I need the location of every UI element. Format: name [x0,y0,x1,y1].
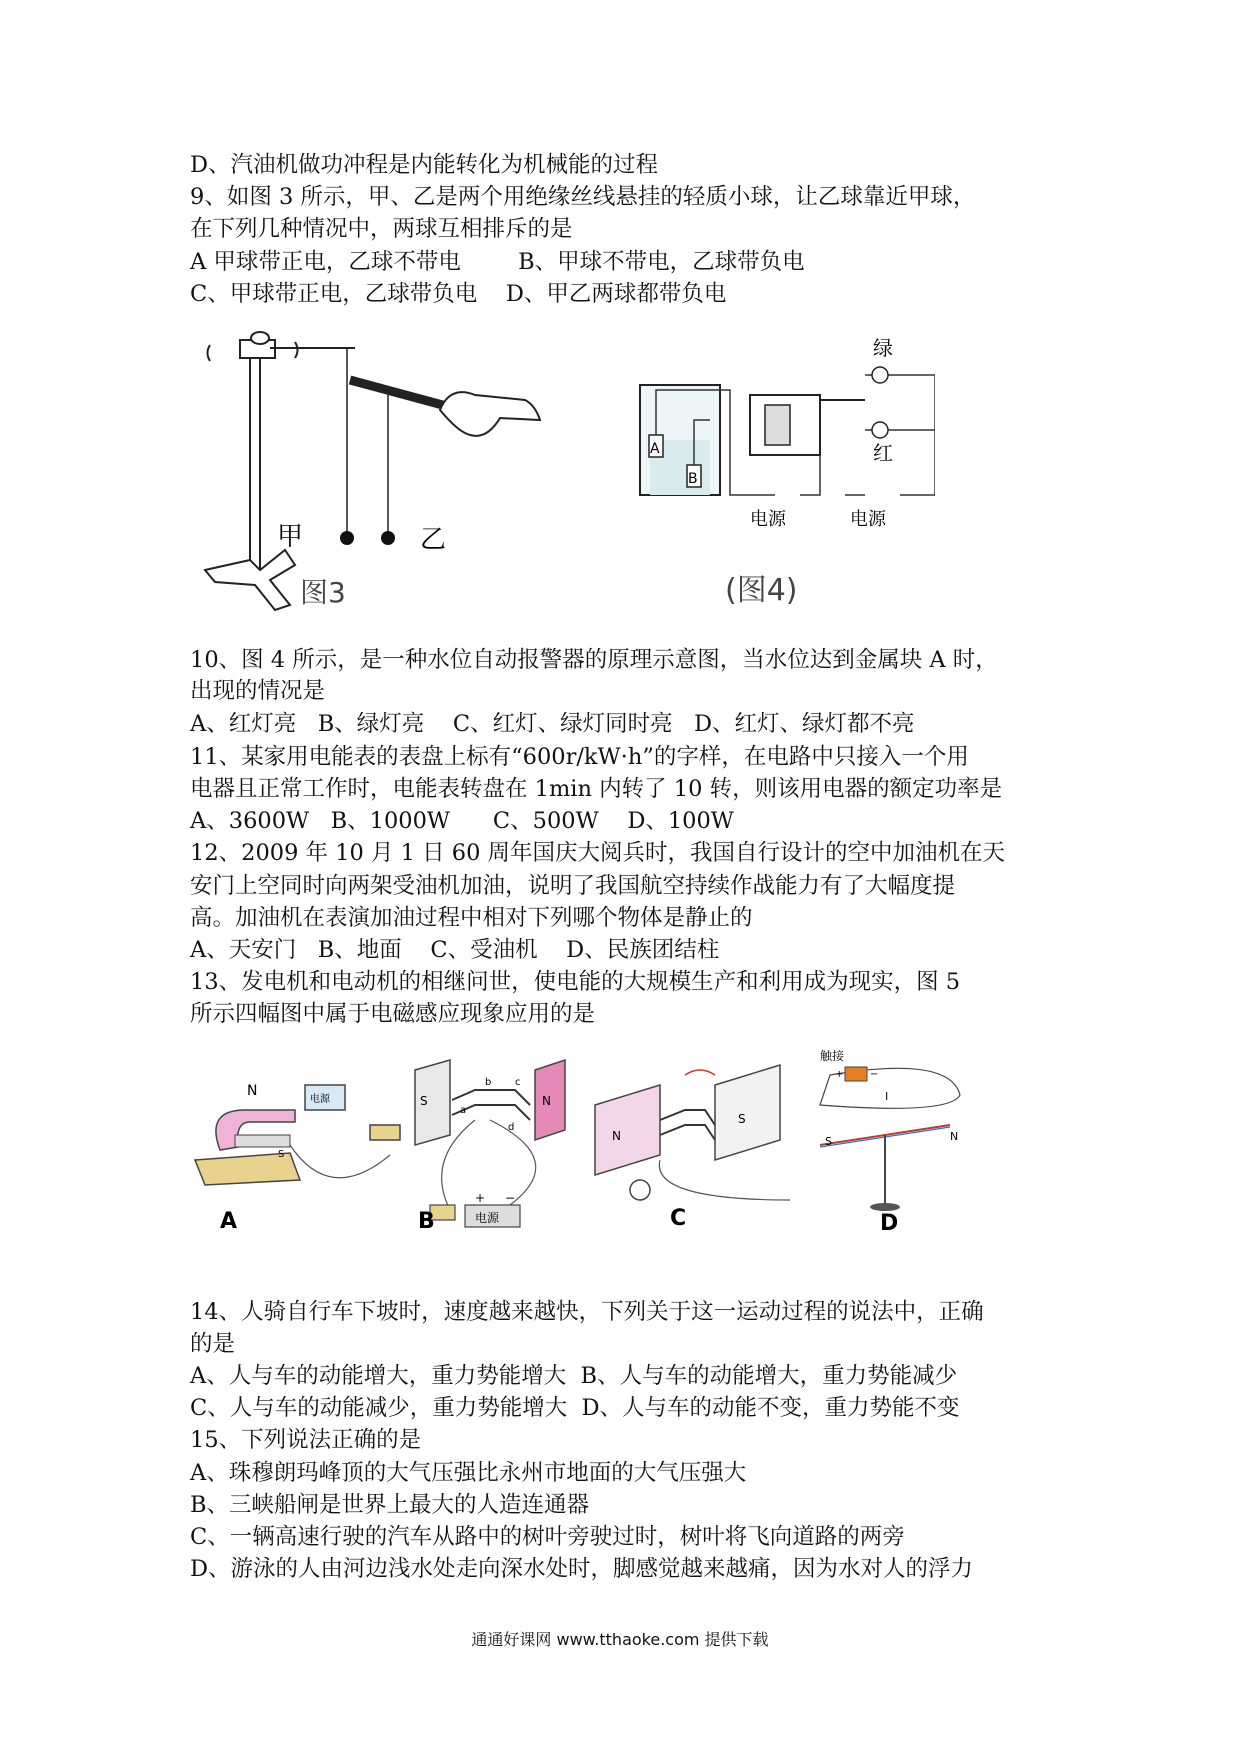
b-minus-label: − [505,1191,516,1205]
c-s-label: S [738,1112,746,1126]
q14-options-line1: A、人与车的动能增大，重力势能增大 B、人与车的动能增大，重力势能减少 [190,1363,958,1389]
q13-stem-line1: 13、发电机和电动机的相继问世，使电能的大规模生产和利用成为现实，图 5 [190,969,961,995]
figure-4-water-alarm [635,335,935,625]
a-s-label: S [278,1149,285,1160]
battery-icon [845,1067,867,1081]
b-b-label: b [485,1077,492,1088]
q13-stem-line2: 所示四幅图中属于电磁感应现象应用的是 [190,1001,596,1027]
d-minus-label: − [870,1069,879,1080]
panel-c [595,1065,790,1231]
electrode-b-label: B [688,471,698,487]
label-jia: 甲 [277,522,304,552]
panel-d [820,1048,960,1236]
q11-options: A、3600W B、1000W C、500W D、100W [190,808,734,834]
red-lamp [872,422,888,438]
q8-option-d: D、汽油机做功冲程是内能转化为机械能的过程 [190,152,659,178]
q10-options: A、红灯亮 B、绿灯亮 C、红灯、绿灯同时亮 D、红灯、绿灯都不亮 [190,711,915,737]
green-lamp-label: 绿 [873,336,893,360]
power-label-1: 电源 [750,509,786,530]
figure-4-caption: (图4) [725,573,798,608]
b-d-label: d [508,1122,515,1133]
q14-stem-line1: 14、人骑自行车下坡时，速度越来越快，下列关于这一运动过程的说法中，正确 [190,1299,984,1325]
d-touch-label: 触接 [820,1049,845,1063]
hand-icon [440,392,540,436]
power-label-2: 电源 [850,509,886,530]
b-power-label: 电源 [475,1211,500,1225]
b-c-label: c [515,1077,521,1088]
a-power-label: 电源 [310,1094,330,1105]
d-s-label: S [825,1135,832,1148]
panel-a [195,1083,400,1234]
b-plus-label: + [475,1191,486,1205]
q11-stem-line1: 11、某家用电能表的表盘上标有“600r/kW·h”的字样，在电路中只接入一个用 [190,744,969,770]
glass-rod [350,380,450,407]
q9-options-line1: A 甲球带正电，乙球不带电 B、甲球不带电，乙球带负电 [190,249,805,275]
q15-option-a: A、珠穆朗玛峰顶的大气压强比永州市地面的大气压强大 [190,1460,747,1486]
panel-a-label: A [220,1209,238,1234]
q9-options-line2: C、甲球带正电，乙球带负电 D、甲乙两球都带负电 [190,281,727,307]
q9-stem-line2: 在下列几种情况中，两球互相排斥的是 [190,216,573,242]
ball-yi [381,531,395,545]
q11-stem-line2: 电器且正常工作时，电能表转盘在 1min 内转了 10 转，则该用电器的额定功率是 [190,776,1003,802]
electrode-a-label: A [650,441,660,457]
panel-c-label: C [670,1206,687,1231]
page-footer: 通通好课网 www.tthaoke.com 提供下载 [471,1630,769,1649]
a-n-label: N [247,1083,258,1099]
d-n-label: N [950,1130,959,1143]
q12-options: A、天安门 B、地面 C、受油机 D、民族团结柱 [190,937,720,963]
panel-d-label: D [880,1211,899,1236]
b-s-label: S [420,1094,428,1108]
q15-option-c: C、一辆高速行驶的汽车从路中的树叶旁驶过时，树叶将飞向道路的两旁 [190,1524,905,1550]
figure-3-pendulum [195,330,605,620]
b-n-label: N [542,1094,551,1108]
q12-stem-line2: 安门上空同时向两架受油机加油，说明了我国航空持续作战能力有了大幅度提 [190,873,956,899]
panel-b [415,1060,565,1234]
figure-5-four-panels [190,1045,1050,1250]
d-plus-label: + [835,1069,844,1080]
q10-stem-line2: 出现的情况是 [190,678,326,704]
q12-stem-line3: 高。加油机在表演加油过程中相对下列哪个物体是静止的 [190,905,753,931]
q14-stem-line2: 的是 [190,1331,236,1357]
c-n-label: N [612,1129,621,1143]
d-current-label: I [885,1090,889,1103]
q14-options-line2: C、人与车的动能减少，重力势能增大 D、人与车的动能不变，重力势能不变 [190,1395,960,1421]
red-lamp-label: 红 [873,441,893,465]
q9-stem-line1: 9、如图 3 所示，甲、乙是两个用绝缘丝线悬挂的轻质小球，让乙球靠近甲球， [190,184,976,210]
label-yi: 乙 [420,525,447,555]
q15-stem: 15、下列说法正确的是 [190,1427,422,1453]
q15-option-d: D、游泳的人由河边浅水处走向深水处时，脚感觉越来越痛，因为水对人的浮力 [190,1556,974,1582]
b-a-label: a [460,1105,467,1116]
ball-jia [340,531,354,545]
q15-option-b: B、三峡船闸是世界上最大的人造连通器 [190,1492,590,1518]
green-lamp [872,367,888,383]
panel-b-label: B [418,1209,435,1234]
q10-stem-line1: 10、图 4 所示，是一种水位自动报警器的原理示意图，当水位达到金属块 A 时， [190,647,998,673]
q12-stem-line1: 12、2009 年 10 月 1 日 60 周年国庆大阅兵时，我国自行设计的空中加油机在天 [190,840,1006,866]
figure-3-caption: 图3 [300,576,346,609]
